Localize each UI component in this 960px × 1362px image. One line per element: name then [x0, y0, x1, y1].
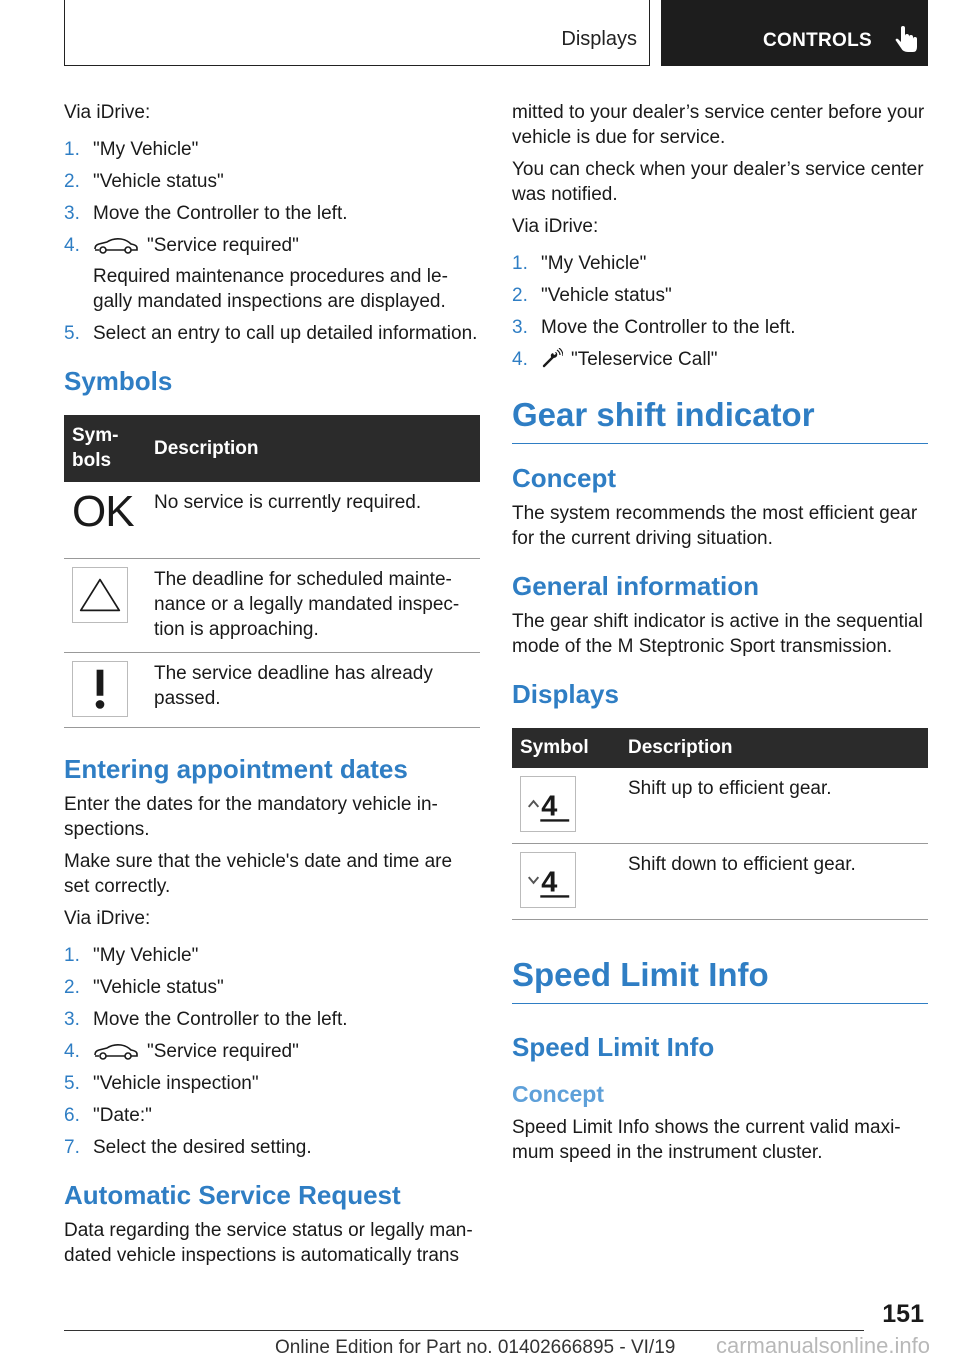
- step-text: "My Vehicle": [541, 253, 647, 274]
- table-row: [64, 558, 480, 652]
- list-item: [64, 1103, 480, 1128]
- asr-continued-paragraph: mitted to your dealer’s service center before your vehicle is due for service.: [512, 102, 925, 148]
- list-item: [512, 315, 928, 340]
- footer-divider: [64, 1330, 864, 1331]
- step-number: 5.: [64, 323, 80, 344]
- list-item: [64, 1039, 480, 1064]
- steps-list-appointment: [64, 943, 480, 1160]
- step-number: 4.: [512, 349, 528, 370]
- step-number: 3.: [64, 203, 80, 224]
- page-number: 151: [882, 1300, 924, 1328]
- automatic-service-request-heading: Automatic Service Request: [64, 1179, 401, 1210]
- step-text: Select the desired setting.: [93, 1136, 312, 1158]
- step-text: Select an entry to call up detailed information.: [93, 323, 478, 344]
- svg-text:4: 4: [541, 790, 558, 823]
- via-idrive-label: Via iDrive:: [64, 102, 151, 123]
- table-cell-description: Shift down to efficient gear.: [620, 844, 928, 920]
- steps-list-teleservice: [512, 251, 928, 372]
- step-text: "My Vehicle": [93, 944, 199, 966]
- service-symbols-table: [64, 415, 480, 728]
- header-chapter-box: [661, 0, 928, 66]
- step-number: 4.: [64, 1040, 80, 1062]
- appointment-paragraph-1: Enter the dates for the mandatory vehicle inspections.: [64, 793, 438, 840]
- list-item: [64, 321, 480, 346]
- step-number: 2.: [64, 171, 80, 192]
- right-column: [512, 100, 928, 1172]
- edition-text: Online Edition for Part no. 01402666895 - VI/19: [275, 1337, 676, 1358]
- asr-check-paragraph: You can check when your dealer’s service center was notified.: [512, 159, 924, 205]
- speed-limit-info-subheading: Speed Limit Info: [512, 1032, 715, 1062]
- list-item: [64, 1007, 480, 1032]
- table-cell-description: The deadline for scheduled maintenance or a legally mandated inspection is approaching.: [146, 558, 480, 652]
- header-section-box: [64, 0, 650, 66]
- list-item: [512, 251, 928, 276]
- step-text: "Service required": [147, 1040, 299, 1062]
- step-text: "My Vehicle": [93, 139, 199, 160]
- page-header: [64, 0, 928, 66]
- step-text: "Vehicle inspection": [93, 1072, 259, 1094]
- step-number: 3.: [512, 317, 528, 338]
- via-idrive-label: Via iDrive:: [64, 907, 151, 929]
- speed-limit-concept-heading: Concept: [512, 1081, 604, 1107]
- header-section-title: Displays: [561, 28, 637, 50]
- step-text: "Vehicle status": [541, 285, 672, 306]
- step-number: 1.: [512, 253, 528, 274]
- list-item: [64, 943, 480, 968]
- step-text: "Teleservice Call": [571, 349, 718, 370]
- table-row: [64, 652, 480, 727]
- gear-symbols-table: [512, 728, 928, 920]
- table-cell-description: The service deadline has already passed.: [146, 652, 480, 727]
- step-text: "Vehicle status": [93, 171, 224, 192]
- step-text: Move the Controller to the left.: [93, 1008, 348, 1030]
- step-number: 2.: [512, 285, 528, 306]
- step-number: 6.: [64, 1104, 80, 1126]
- table-cell-description: Shift up to efficient gear.: [620, 768, 928, 844]
- speed-limit-concept-paragraph: Speed Limit Info shows the current valid maximum speed in the instrument cluster.: [512, 1117, 901, 1163]
- table-header-symbols: Symbols: [64, 415, 146, 482]
- concept-paragraph: The system recommends the most efficient gear for the current driving situation.: [512, 503, 918, 549]
- step-number: 1.: [64, 944, 80, 966]
- step-number: 1.: [64, 139, 80, 160]
- steps-list-service: [64, 137, 480, 346]
- watermark: carmanualsonline.info: [715, 1333, 930, 1358]
- exclamation-icon: [72, 661, 128, 717]
- step-number: 7.: [64, 1136, 80, 1158]
- speed-limit-info-heading: Speed Limit Info: [512, 956, 928, 1004]
- car-icon: [93, 1042, 139, 1060]
- table-header-description: Description: [146, 415, 480, 482]
- table-cell-description: No service is currently required.: [146, 482, 480, 558]
- step-text: "Service required": [147, 235, 299, 256]
- list-item: [64, 137, 480, 162]
- shift-down-4-icon: [520, 852, 576, 908]
- step-text: Move the Controller to the left.: [541, 317, 796, 338]
- table-row: [512, 844, 928, 920]
- ok-symbol: OK: [72, 487, 134, 536]
- list-item: [512, 347, 928, 372]
- general-information-heading: General information: [512, 571, 760, 601]
- car-icon: [93, 236, 139, 254]
- step-number: 2.: [64, 976, 80, 998]
- general-information-paragraph: The gear shift indicator is active in the sequential mode of the M Steptronic Sport transmission.: [512, 611, 923, 657]
- list-item: [64, 233, 480, 314]
- gear-shift-indicator-heading: Gear shift indicator: [512, 396, 928, 444]
- step-number: 3.: [64, 1008, 80, 1030]
- step-subtext: Required maintenance procedures and legally mandated inspections are displayed.: [93, 266, 448, 312]
- table-header-description: Description: [620, 728, 928, 768]
- step-text: "Date:": [93, 1104, 152, 1126]
- table-header-symbol: Symbol: [512, 728, 620, 768]
- list-item: [64, 1071, 480, 1096]
- warning-triangle-icon: [72, 567, 128, 623]
- appointment-paragraph-2: Make sure that the vehicle's date and time are set correctly.: [64, 850, 453, 897]
- step-number: 5.: [64, 1072, 80, 1094]
- header-chapter-title: CONTROLS: [763, 30, 873, 51]
- table-row: [64, 482, 480, 558]
- concept-heading: Concept: [512, 463, 616, 493]
- list-item: [512, 283, 928, 308]
- list-item: [64, 975, 480, 1000]
- asr-paragraph: Data regarding the service status or legally mandated vehicle inspections is automatically trans: [64, 1219, 473, 1266]
- list-item: [64, 201, 480, 226]
- step-text: Move the Controller to the left.: [93, 203, 348, 224]
- wrench-signal-icon: [541, 348, 563, 368]
- svg-text:4: 4: [541, 866, 558, 899]
- step-text: "Vehicle status": [93, 976, 224, 998]
- list-item: [64, 169, 480, 194]
- shift-up-4-icon: [520, 776, 576, 832]
- appointment-heading: Entering appointment dates: [64, 753, 408, 784]
- displays-heading: Displays: [512, 679, 619, 709]
- list-item: [64, 1135, 480, 1160]
- step-number: 4.: [64, 235, 80, 256]
- via-idrive-label: Via iDrive:: [512, 216, 599, 237]
- symbols-heading: Symbols: [64, 366, 173, 396]
- left-column: [64, 100, 480, 1275]
- hand-pointer-icon: [894, 26, 920, 54]
- table-row: [512, 768, 928, 844]
